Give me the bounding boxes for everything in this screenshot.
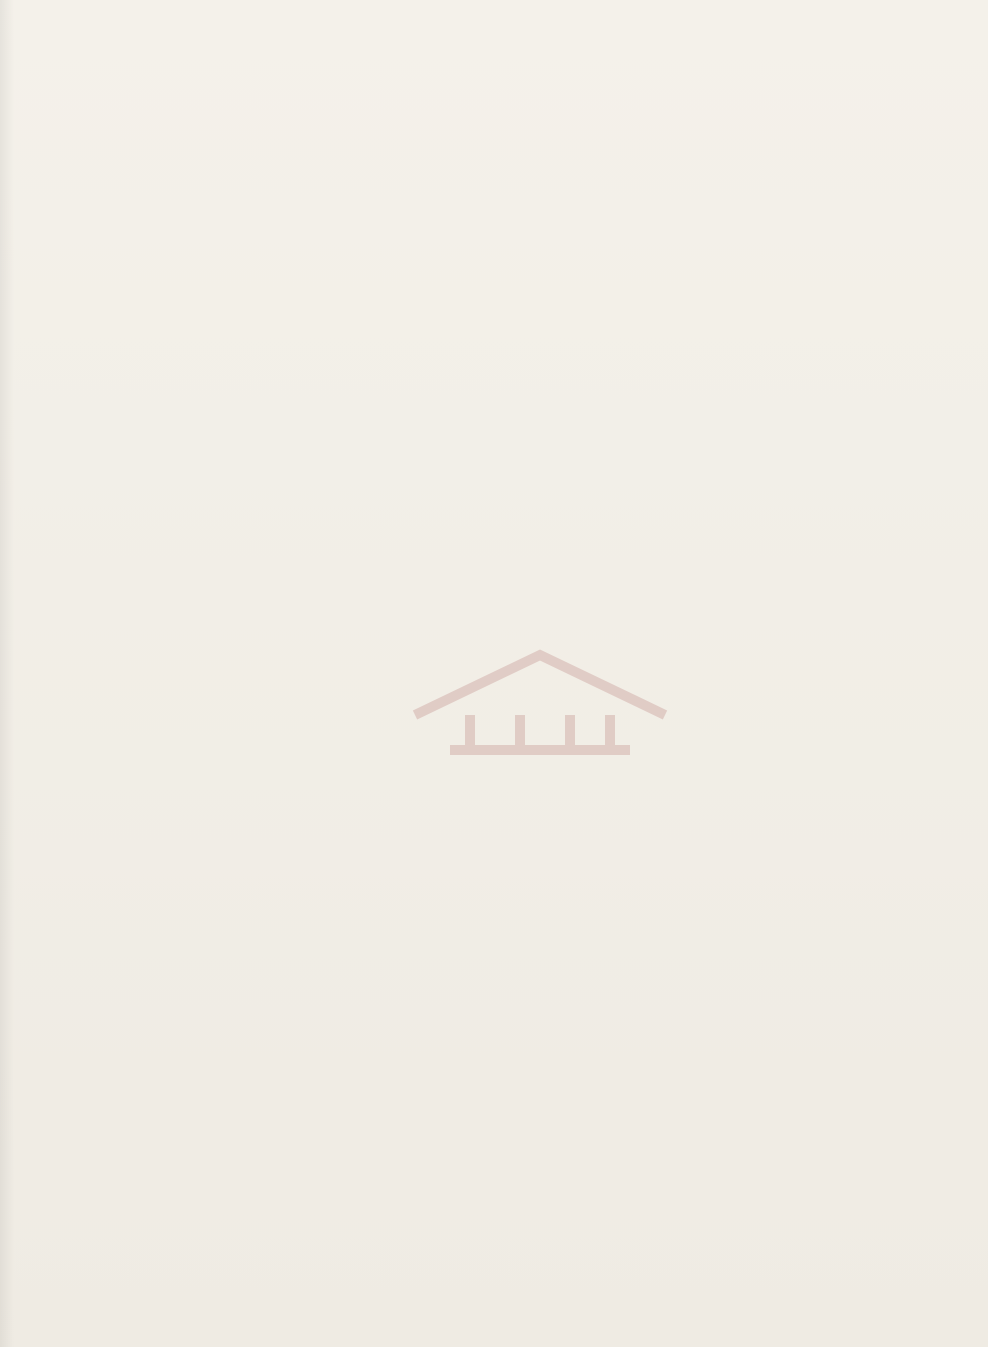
paragraph xyxy=(515,136,931,156)
paragraph xyxy=(80,318,496,338)
paragraph xyxy=(80,474,496,494)
left-text-column xyxy=(80,110,496,1210)
paragraph xyxy=(515,500,931,520)
paragraph xyxy=(515,422,931,442)
paragraph xyxy=(515,526,931,546)
paragraph xyxy=(80,604,496,624)
paragraph xyxy=(80,240,496,260)
paragraph xyxy=(80,370,496,390)
paragraph xyxy=(515,448,931,468)
paragraph xyxy=(80,292,496,312)
paragraph xyxy=(515,240,931,260)
paragraph xyxy=(515,188,931,208)
right-text-column xyxy=(515,110,931,1210)
scan-edge-shadow xyxy=(0,0,14,1347)
paragraph xyxy=(515,474,931,494)
paragraph xyxy=(80,526,496,546)
paragraph xyxy=(80,266,496,286)
paragraph xyxy=(80,552,496,572)
paragraph xyxy=(80,422,496,442)
paragraph xyxy=(515,318,931,338)
paragraph xyxy=(80,188,496,208)
paragraph xyxy=(515,110,931,130)
paragraph xyxy=(80,500,496,520)
paragraph xyxy=(515,266,931,286)
paragraph xyxy=(80,448,496,468)
paragraph xyxy=(515,162,931,182)
paragraph xyxy=(515,370,931,390)
paragraph xyxy=(515,214,931,234)
paragraph xyxy=(80,110,496,130)
paragraph xyxy=(80,136,496,156)
paragraph xyxy=(80,396,496,416)
paragraph xyxy=(515,396,931,416)
paragraph xyxy=(80,344,496,364)
paragraph xyxy=(515,344,931,364)
paragraph xyxy=(515,292,931,312)
paragraph xyxy=(80,214,496,234)
paragraph xyxy=(80,162,496,182)
paragraph xyxy=(80,578,496,598)
